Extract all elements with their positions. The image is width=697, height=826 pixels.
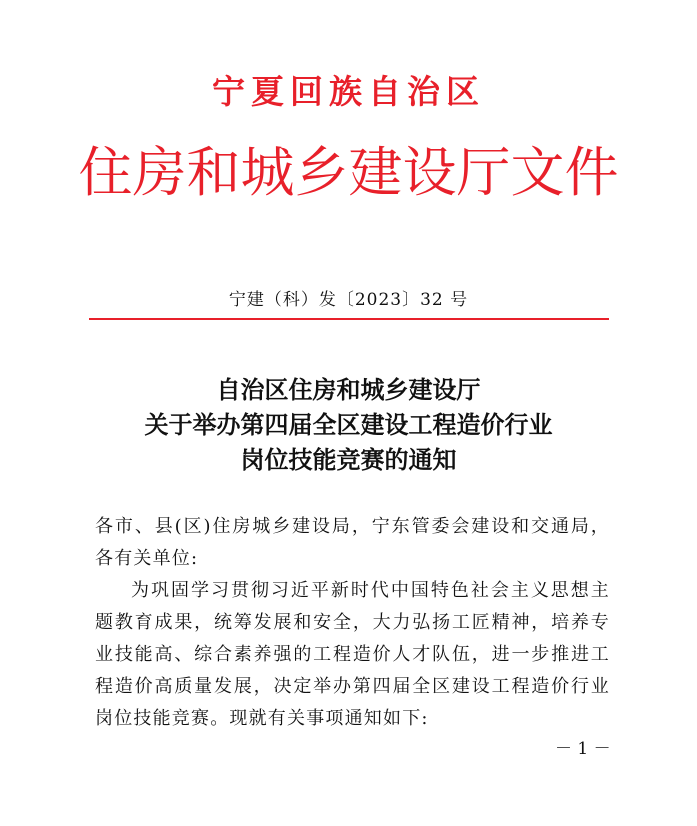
issuer-region-heading: 宁夏回族自治区: [212, 72, 485, 111]
page-number: － 1 －: [555, 739, 611, 759]
body-paragraph: 为巩固学习贯彻习近平新时代中国特色社会主义思想主题教育成果，统筹发展和安全，大力弘扬工匠精神，培养专业技能高、综合素养强的工程造价人才队伍，进一步推进工程造价高质量发展，决定举办第四届全区建设工程造价行业岗位技能竞赛。现就有关事项通知如下:: [95, 580, 610, 729]
notice-title-line-3: 岗位技能竞赛的通知: [240, 445, 457, 474]
notice-title-line-1: 自治区住房和城乡建设厅: [216, 375, 481, 404]
red-separator-rule: [89, 318, 609, 320]
notice-title-line-2: 关于举办第四届全区建设工程造价行业: [144, 410, 553, 439]
issuer-document-heading: 住房和城乡建设厅文件: [78, 141, 619, 204]
notice-body: [95, 511, 610, 735]
notice-title: [0, 372, 697, 477]
document-number: 宁建（科）发〔2023〕32 号: [228, 290, 469, 310]
addressee-paragraph: 各市、县(区)住房城乡建设局，宁东管委会建设和交通局，各有关单位:: [95, 516, 610, 569]
